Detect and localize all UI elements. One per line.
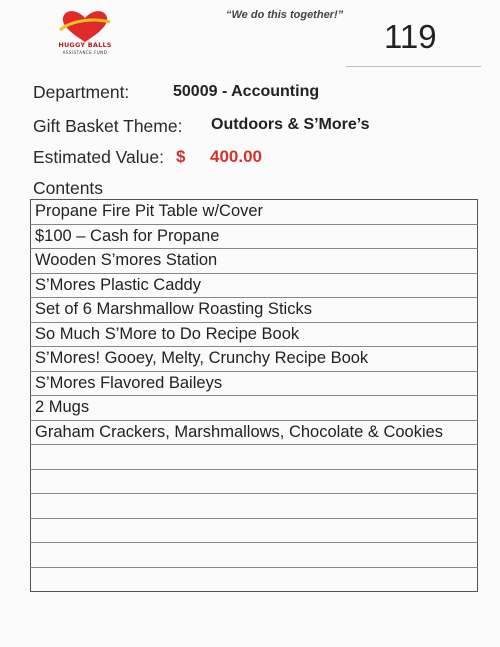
table-row — [31, 322, 478, 347]
contents-item — [31, 543, 478, 568]
contents-label: Contents — [33, 178, 104, 198]
table-row — [31, 494, 478, 519]
logo — [54, 8, 116, 56]
table-row — [31, 420, 478, 445]
contents-item: $100 – Cash for Propane — [31, 224, 478, 249]
table-row — [31, 200, 478, 225]
tagline: “We do this together!” — [226, 9, 344, 21]
contents-table — [30, 199, 478, 592]
table-row — [31, 347, 478, 372]
contents-item: Set of 6 Marshmallow Roasting Sticks — [31, 298, 478, 323]
estimated-value-amount: 400.00 — [210, 147, 262, 166]
table-row — [31, 445, 478, 470]
table-row — [31, 518, 478, 543]
number-underline — [346, 66, 481, 67]
table-row — [31, 371, 478, 396]
table-row — [31, 249, 478, 274]
contents-item — [31, 518, 478, 543]
contents-item: S’Mores Plastic Caddy — [31, 273, 478, 298]
contents-item — [31, 445, 478, 470]
department-value: 50009 - Accounting — [173, 83, 320, 100]
contents-item: S’Mores! Gooey, Melty, Crunchy Recipe Book — [31, 347, 478, 372]
table-row — [31, 298, 478, 323]
contents-item: So Much S’More to Do Recipe Book — [31, 322, 478, 347]
theme-label: Gift Basket Theme: — [33, 116, 183, 136]
contents-item: 2 Mugs — [31, 396, 478, 421]
table-row — [31, 469, 478, 494]
table-row — [31, 567, 478, 592]
contents-item — [31, 469, 478, 494]
estimated-value-label: Estimated Value: — [33, 147, 164, 167]
currency-symbol: $ — [176, 147, 186, 166]
logo-name: HUGGY BALLS — [58, 41, 112, 49]
table-row — [31, 543, 478, 568]
table-row — [31, 396, 478, 421]
department-label: Department: — [33, 82, 130, 102]
theme-value: Outdoors & S’More’s — [211, 116, 370, 133]
contents-item: S’Mores Flavored Baileys — [31, 371, 478, 396]
table-row — [31, 224, 478, 249]
contents-item: Wooden S’mores Station — [31, 249, 478, 274]
contents-item: Graham Crackers, Marshmallows, Chocolate & Cookies — [31, 420, 478, 445]
heart-icon — [58, 8, 112, 44]
logo-subtitle: ASSISTANCE FUND — [62, 50, 108, 55]
contents-item — [31, 567, 478, 592]
contents-item — [31, 494, 478, 519]
table-row — [31, 273, 478, 298]
basket-number: 119 — [384, 18, 437, 55]
contents-item: Propane Fire Pit Table w/Cover — [31, 200, 478, 225]
